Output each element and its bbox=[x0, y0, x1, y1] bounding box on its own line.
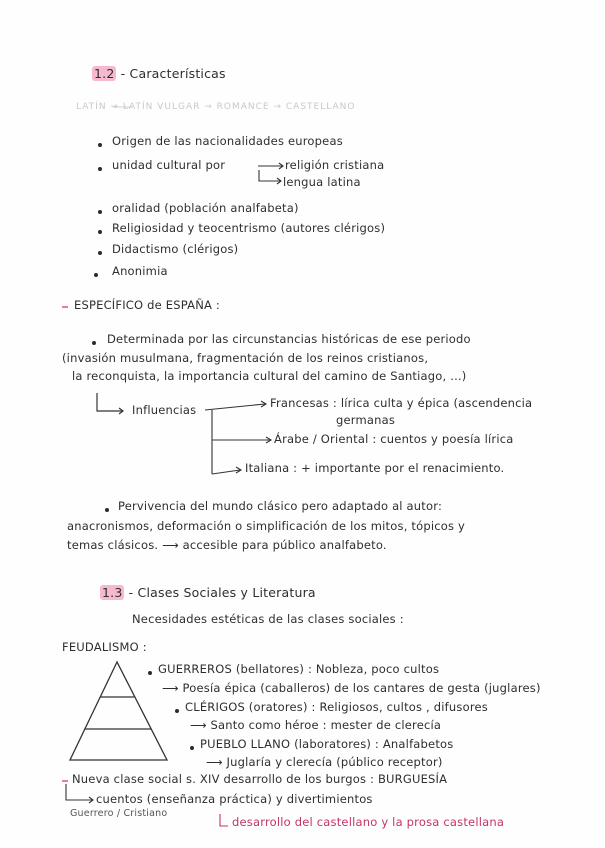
class-commoners: PUEBLO LLANO (laboratores) : Analfabetos bbox=[200, 737, 454, 751]
spain-line-2: (invasión musulmana, fragmentación de los reinos cristianos, bbox=[62, 351, 429, 365]
survival-line-2: anacronismos, deformación o simplificación de los mitos, tópicos y bbox=[67, 519, 466, 533]
bullet-dot bbox=[94, 273, 98, 277]
bullet-dot bbox=[98, 251, 102, 255]
bullet-dot bbox=[190, 746, 194, 750]
unity-branch-language: lengua latina bbox=[283, 175, 361, 189]
bullet-dot bbox=[175, 709, 179, 713]
pink-dash bbox=[62, 780, 68, 782]
section-title: - Características bbox=[120, 66, 226, 81]
bullet-dot bbox=[105, 508, 109, 512]
class-clergy-detail: ⟶ Santo como héroe : mester de clerecía bbox=[190, 718, 442, 732]
bullet-origin: Origen de las nacionalidades europeas bbox=[112, 134, 343, 148]
section-number: 1.3 bbox=[102, 585, 123, 600]
bullet-dot bbox=[98, 230, 102, 234]
section-1-3-subtitle: Necesidades estéticas de las clases sociales : bbox=[132, 612, 404, 626]
survival-line-3: temas clásicos. ⟶ accesible para público analfabeto. bbox=[67, 538, 387, 552]
section-title: - Clases Sociales y Literatura bbox=[128, 585, 316, 600]
bullet-anonymity: Anonimia bbox=[112, 264, 168, 278]
new-class-line: Nueva clase social s. XIV desarrollo de los burgos : BURGUESÍA bbox=[72, 772, 448, 786]
bullet-unity: unidad cultural por bbox=[112, 158, 226, 172]
unity-branch-religion: religión cristiana bbox=[285, 158, 385, 172]
spain-line-3: la reconquista, la importancia cultural del camino de Santiago, ...) bbox=[72, 369, 467, 383]
bullet-religiosity: Religiosidad y teocentrismo (autores clérigos) bbox=[112, 221, 386, 235]
bullet-orality: oralidad (población analfabeta) bbox=[112, 201, 299, 215]
bullet-dot bbox=[148, 671, 152, 675]
survival-line-1: Pervivencia del mundo clásico pero adaptado al autor: bbox=[118, 499, 443, 513]
pink-note: desarrollo del castellano y la prosa castellana bbox=[232, 815, 505, 829]
section-1-3-heading bbox=[100, 585, 316, 600]
bullet-didacticism: Didactismo (clérigos) bbox=[112, 242, 239, 256]
class-warriors-detail: ⟶ Poesía épica (caballeros) de los cantares de gesta (juglares) bbox=[162, 681, 541, 695]
influences-label: Influencias bbox=[132, 403, 197, 417]
margin-note: Guerrero / Cristiano bbox=[70, 808, 168, 819]
bullet-dot bbox=[98, 167, 102, 171]
bullet-dot bbox=[98, 210, 102, 214]
section-number: 1.2 bbox=[94, 66, 115, 81]
new-class-detail: cuentos (enseñanza práctica) y divertimientos bbox=[96, 792, 373, 806]
section-1-2-heading bbox=[92, 66, 226, 81]
bullet-dot bbox=[98, 143, 102, 147]
language-timeline: LATÍN → LATÍN VULGAR → ROMANCE → CASTELLANO bbox=[76, 102, 356, 112]
class-warriors: GUERREROS (bellatores) : Nobleza, poco cultos bbox=[158, 662, 440, 676]
influence-french-cont: germanas bbox=[336, 413, 396, 427]
class-commoners-detail: ⟶ Juglaría y clerecía (público receptor) bbox=[206, 755, 443, 769]
spain-line-1: Determinada por las circunstancias históricas de ese periodo bbox=[107, 332, 471, 346]
influence-arabic: Árabe / Oriental : cuentos y poesía lírica bbox=[274, 432, 514, 446]
feudalism-label: FEUDALISMO : bbox=[62, 640, 147, 654]
influence-italian: Italiana : + importante por el renacimiento. bbox=[245, 461, 505, 475]
class-clergy: CLÉRIGOS (oratores) : Religiosos, cultos , difusores bbox=[185, 700, 488, 714]
pink-dash bbox=[62, 306, 68, 308]
bullet-dot bbox=[92, 341, 96, 345]
influence-french: Francesas : lírica culta y épica (ascendencia bbox=[270, 396, 533, 410]
spain-heading: ESPECÍFICO de ESPAÑA : bbox=[74, 298, 220, 312]
